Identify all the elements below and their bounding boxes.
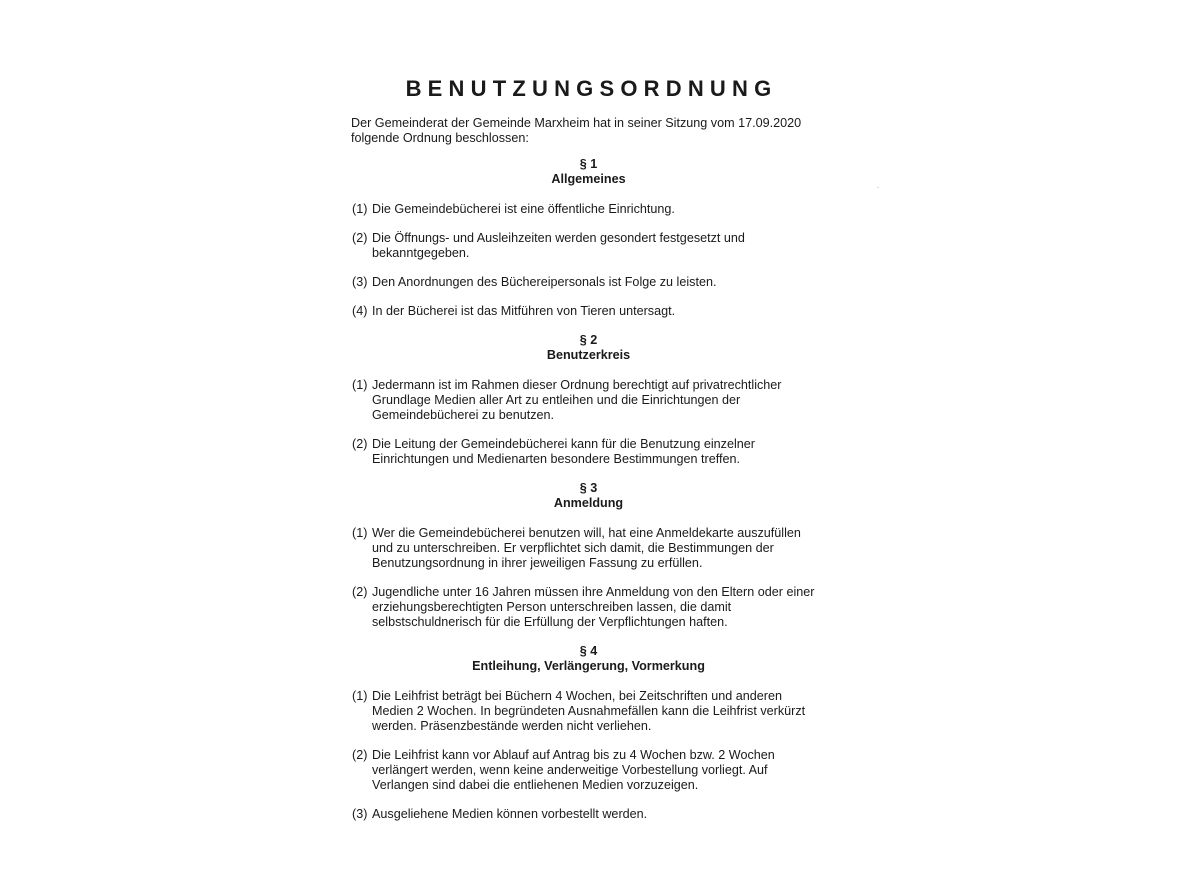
- section-title: Anmeldung: [553, 496, 624, 510]
- paragraph: [351, 689, 826, 734]
- paragraph-number: (2): [352, 748, 368, 762]
- paragraph-number: (3): [352, 275, 368, 289]
- paragraph-line: Die Leihfrist kann vor Ablauf auf Antrag bis zu 4 Wochen bzw. 2 Wochen: [372, 748, 775, 762]
- paragraph-line: und zu unterschreiben. Er verpflichtet sich damit, die Bestimmungen der: [372, 541, 774, 555]
- section-title: Allgemeines: [551, 172, 626, 186]
- section-number: § 2: [579, 333, 598, 347]
- paragraph-number: (2): [352, 585, 368, 599]
- paragraph-line: werden. Präsenzbestände werden nicht verliehen.: [372, 719, 652, 733]
- paragraph-line: Verlangen sind dabei die entliehenen Medien vorzuzeigen.: [372, 778, 699, 792]
- paragraph-number: (1): [352, 202, 368, 216]
- paragraph-line: Die Leihfrist beträgt bei Büchern 4 Wochen, bei Zeitschriften und anderen: [372, 689, 783, 703]
- paragraph-line: Jugendliche unter 16 Jahren müssen ihre Anmeldung von den Eltern oder einer: [372, 585, 815, 599]
- section-number: § 3: [579, 481, 598, 495]
- paragraph-line: Ausgeliehene Medien können vorbestellt werden.: [372, 807, 648, 821]
- section-4: [351, 644, 826, 822]
- paragraph-line: Medien 2 Wochen. In begründeten Ausnahmefällen kann die Leihfrist verkürzt: [372, 704, 806, 718]
- paragraph: [351, 526, 826, 571]
- paragraph-line: Wer die Gemeindebücherei benutzen will, hat eine Anmeldekarte auszufüllen: [372, 526, 801, 540]
- section-heading: [351, 481, 826, 511]
- paragraph-number: (2): [352, 437, 368, 451]
- intro-text: [351, 116, 826, 146]
- section-2: [351, 333, 826, 467]
- paragraph: [351, 437, 826, 467]
- paragraph-line: Benutzungsordnung in ihrer jeweiligen Fassung zu erfüllen.: [372, 556, 703, 570]
- section-title: Benutzerkreis: [546, 348, 631, 362]
- section-heading: [351, 333, 826, 363]
- paragraph-line: selbstschuldnerisch für die Erfüllung der Verpflichtungen haften.: [372, 615, 728, 629]
- section-1: [351, 157, 826, 319]
- paragraph-number: (3): [352, 807, 368, 821]
- paragraph: [351, 807, 826, 822]
- document-title: BENUTZUNGSORDNUNG: [405, 76, 778, 101]
- paragraph-line: verlängert werden, wenn keine anderweitige Vorbestellung vorliegt. Auf: [372, 763, 768, 777]
- paragraph: [351, 748, 826, 793]
- section-number: § 4: [579, 644, 598, 658]
- paragraph: [351, 304, 826, 319]
- paragraph-line: Die Gemeindebücherei ist eine öffentliche Einrichtung.: [372, 202, 675, 216]
- paragraph-number: (1): [352, 378, 368, 392]
- section-3: [351, 481, 826, 630]
- paragraph-line: Die Öffnungs- und Ausleihzeiten werden gesondert festgesetzt und: [372, 231, 745, 245]
- section-heading: [351, 644, 826, 674]
- paragraph-line: Grundlage Medien aller Art zu entleihen und die Einrichtungen der: [372, 393, 741, 407]
- paragraph-number: (1): [352, 526, 368, 540]
- paragraph-line: erziehungsberechtigten Person unterschreiben lassen, die damit: [372, 600, 732, 614]
- paragraph: [351, 202, 826, 217]
- paragraph: [351, 378, 826, 423]
- paragraph-line: In der Bücherei ist das Mitführen von Tieren untersagt.: [372, 304, 676, 318]
- paragraph-line: Gemeindebücherei zu benutzen.: [372, 408, 555, 422]
- paragraph-line: Einrichtungen und Medienarten besondere Bestimmungen treffen.: [372, 452, 741, 466]
- paragraph-number: (4): [352, 304, 368, 318]
- document-page: [351, 76, 826, 836]
- section-title: Entleihung, Verlängerung, Vormerkung: [472, 659, 705, 673]
- section-number: § 1: [579, 157, 598, 171]
- paragraph-line: Jedermann ist im Rahmen dieser Ordnung berechtigt auf privatrechtlicher: [372, 378, 782, 392]
- paragraph-number: (2): [352, 231, 368, 245]
- intro-line: folgende Ordnung beschlossen:: [351, 131, 529, 145]
- intro-line: Der Gemeinderat der Gemeinde Marxheim hat in seiner Sitzung vom 17.09.2020: [351, 116, 802, 130]
- paragraph: [351, 585, 826, 630]
- scan-speck: [877, 187, 879, 188]
- paragraph-number: (1): [352, 689, 368, 703]
- section-heading: [351, 157, 826, 187]
- paragraph-line: Den Anordnungen des Büchereipersonals ist Folge zu leisten.: [372, 275, 717, 289]
- paragraph: [351, 275, 826, 290]
- paragraph: [351, 231, 826, 261]
- paragraph-line: bekanntgegeben.: [372, 246, 470, 260]
- paragraph-line: Die Leitung der Gemeindebücherei kann für die Benutzung einzelner: [372, 437, 755, 451]
